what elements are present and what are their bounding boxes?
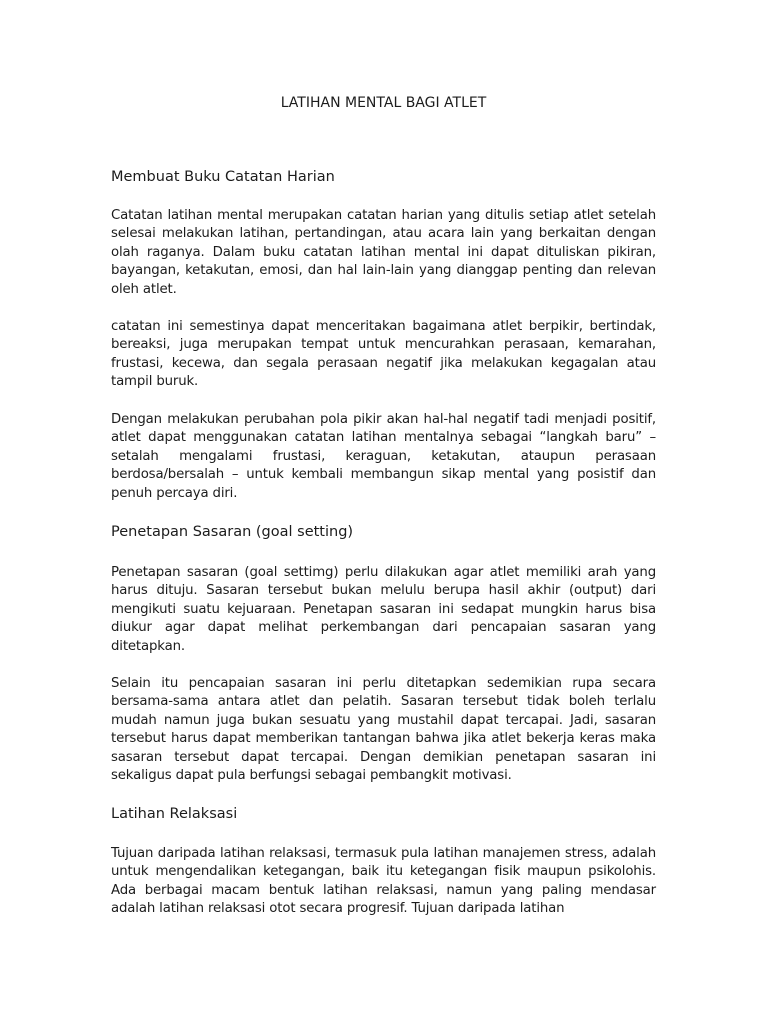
paragraph: Dengan melakukan perubahan pola pikir akan hal-hal negatif tadi menjadi positif, atlet dapat menggunakan catatan latihan mentalnya sebagai “langkah baru” – setalah mengalami frustasi, keraguan, ketakutan, ataupun perasaan berdosa/bersalah – untuk kembali membangun sikap mental yang posistif dan penuh percaya diri. [111,412,656,501]
document-title: LATIHAN MENTAL BAGI ATLET [280,95,487,111]
paragraph: Selain itu pencapaian sasaran ini perlu ditetapkan sedemikian rupa secara bersama-sama antara atlet dan pelatih. Sasaran tersebut tidak boleh terlalu mudah namun juga bukan sesuatu yang mustahil dapat tercapai. Jadi, sasaran tersebut harus dapat memberikan tantangan bahwa jika atlet bekerja keras maka sasaran tersebut dapat tercapai. Dengan demikian penetapan sasaran ini sekaligus dapat pula berfungsi sebagai pembangkit motivasi. [111,676,656,784]
paragraph: catatan ini semestinya dapat menceritakan bagaimana atlet berpikir, bertindak, bereaksi, juga merupakan tempat untuk mencurahkan perasaan, kemarahan, frustasi, kecewa, dan segala perasaan negatif jika melakukan kegagalan atau tampil buruk. [111,319,656,390]
paragraph: Penetapan sasaran (goal settimg) perlu dilakukan agar atlet memiliki arah yang harus dituju. Sasaran tersebut bukan melulu berupa hasil akhir (output) dari mengikuti suatu kejuaraan. Penetapan sasaran ini sedapat mungkin harus bisa diukur agar dapat melihat perkembangan dari pencapaian sasaran yang ditetapkan. [111,565,656,654]
paragraph: Catatan latihan mental merupakan catatan harian yang ditulis setiap atlet setelah selesai melakukan latihan, pertandingan, atau acara lain yang berkaitan dengan olah raganya. Dalam buku catatan latihan mental ini dapat dituliskan pikiran, bayangan, ketakutan, emosi, dan hal lain-lain yang dianggap penting dan relevan oleh atlet. [111,208,656,297]
section-heading-goal-setting: Penetapan Sasaran (goal setting) [111,524,354,540]
paragraph: Tujuan daripada latihan relaksasi, termasuk pula latihan manajemen stress, adalah untuk mengendalikan ketegangan, baik itu ketegangan fisik maupun psikolohis. Ada berbagai macam bentuk latihan relaksasi, namun yang paling mendasar adalah latihan relaksasi otot secara progresif. Tujuan daripada latihan [111,846,656,917]
section-heading-relaksasi: Latihan Relaksasi [111,806,238,822]
section-heading-catatan-harian: Membuat Buku Catatan Harian [111,169,335,185]
